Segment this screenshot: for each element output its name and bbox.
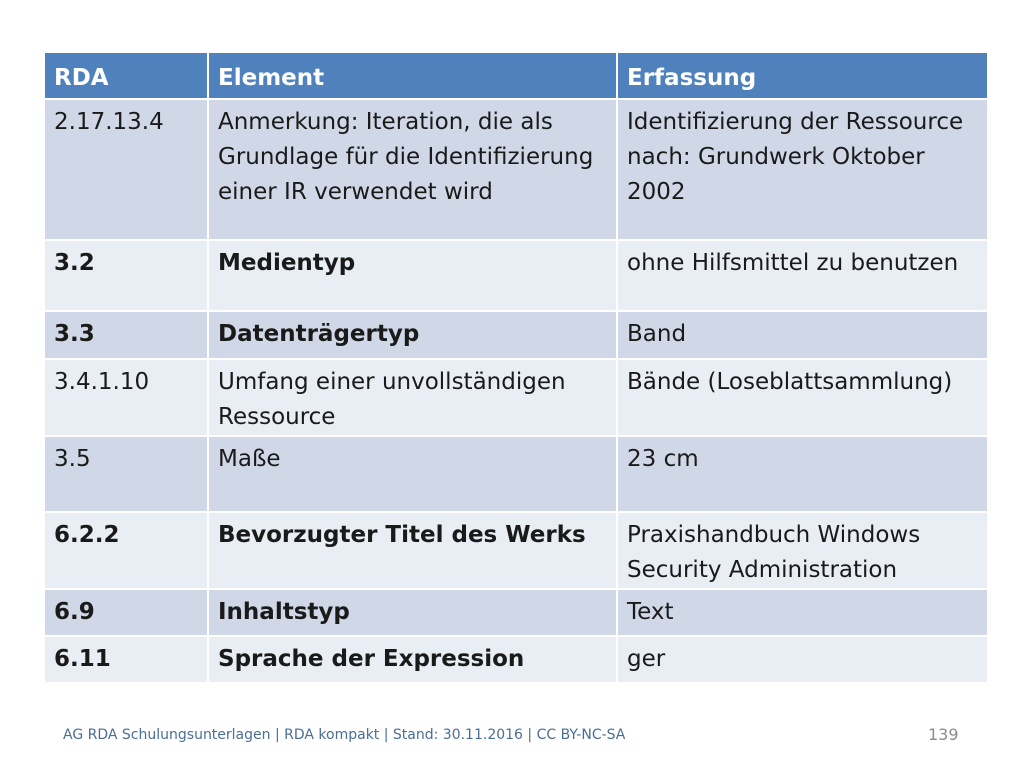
table-header-row — [45, 53, 987, 99]
cell-rda: 3.5 — [45, 436, 208, 512]
cell-element: Datenträgertyp — [208, 311, 617, 359]
cell-rda: 3.4.1.10 — [45, 359, 208, 436]
footer-text: AG RDA Schulungsunterlagen | RDA kompakt | Stand: 30.11.2016 | CC BY-NC-SA — [63, 727, 626, 743]
cell-rda: 2.17.13.4 — [45, 99, 208, 240]
cell-element: Bevorzugter Titel des Werks — [208, 512, 617, 589]
header-element: Element — [208, 53, 617, 99]
cell-value: 23 cm — [617, 436, 987, 512]
cell-rda: 6.11 — [45, 636, 208, 683]
page-number: 139 — [928, 725, 959, 744]
table-row — [45, 436, 987, 512]
table-row — [45, 589, 987, 636]
table-row — [45, 240, 987, 311]
table-row — [45, 512, 987, 589]
table-row — [45, 311, 987, 359]
rda-table — [45, 53, 987, 684]
cell-value: Bände (Loseblattsammlung) — [617, 359, 987, 436]
cell-rda: 6.2.2 — [45, 512, 208, 589]
table-row — [45, 636, 987, 683]
cell-rda: 3.3 — [45, 311, 208, 359]
cell-value: Band — [617, 311, 987, 359]
cell-rda: 3.2 — [45, 240, 208, 311]
cell-element: Medientyp — [208, 240, 617, 311]
cell-rda: 6.9 — [45, 589, 208, 636]
cell-element: Sprache der Expression — [208, 636, 617, 683]
cell-element: Maße — [208, 436, 617, 512]
header-erfassung: Erfassung — [617, 53, 987, 99]
cell-value: ger — [617, 636, 987, 683]
cell-value: Praxishandbuch Windows Security Administration — [617, 512, 987, 589]
table-row — [45, 99, 987, 240]
cell-element: Anmerkung: Iteration, die als Grundlage für die Identifizierung einer IR verwendet wird — [208, 99, 617, 240]
cell-value: ohne Hilfsmittel zu benutzen — [617, 240, 987, 311]
cell-value: Text — [617, 589, 987, 636]
cell-value: Identifizierung der Ressource nach: Grundwerk Oktober 2002 — [617, 99, 987, 240]
header-rda: RDA — [45, 53, 208, 99]
cell-element: Umfang einer unvollständigen Ressource — [208, 359, 617, 436]
cell-element: Inhaltstyp — [208, 589, 617, 636]
table-row — [45, 359, 987, 436]
